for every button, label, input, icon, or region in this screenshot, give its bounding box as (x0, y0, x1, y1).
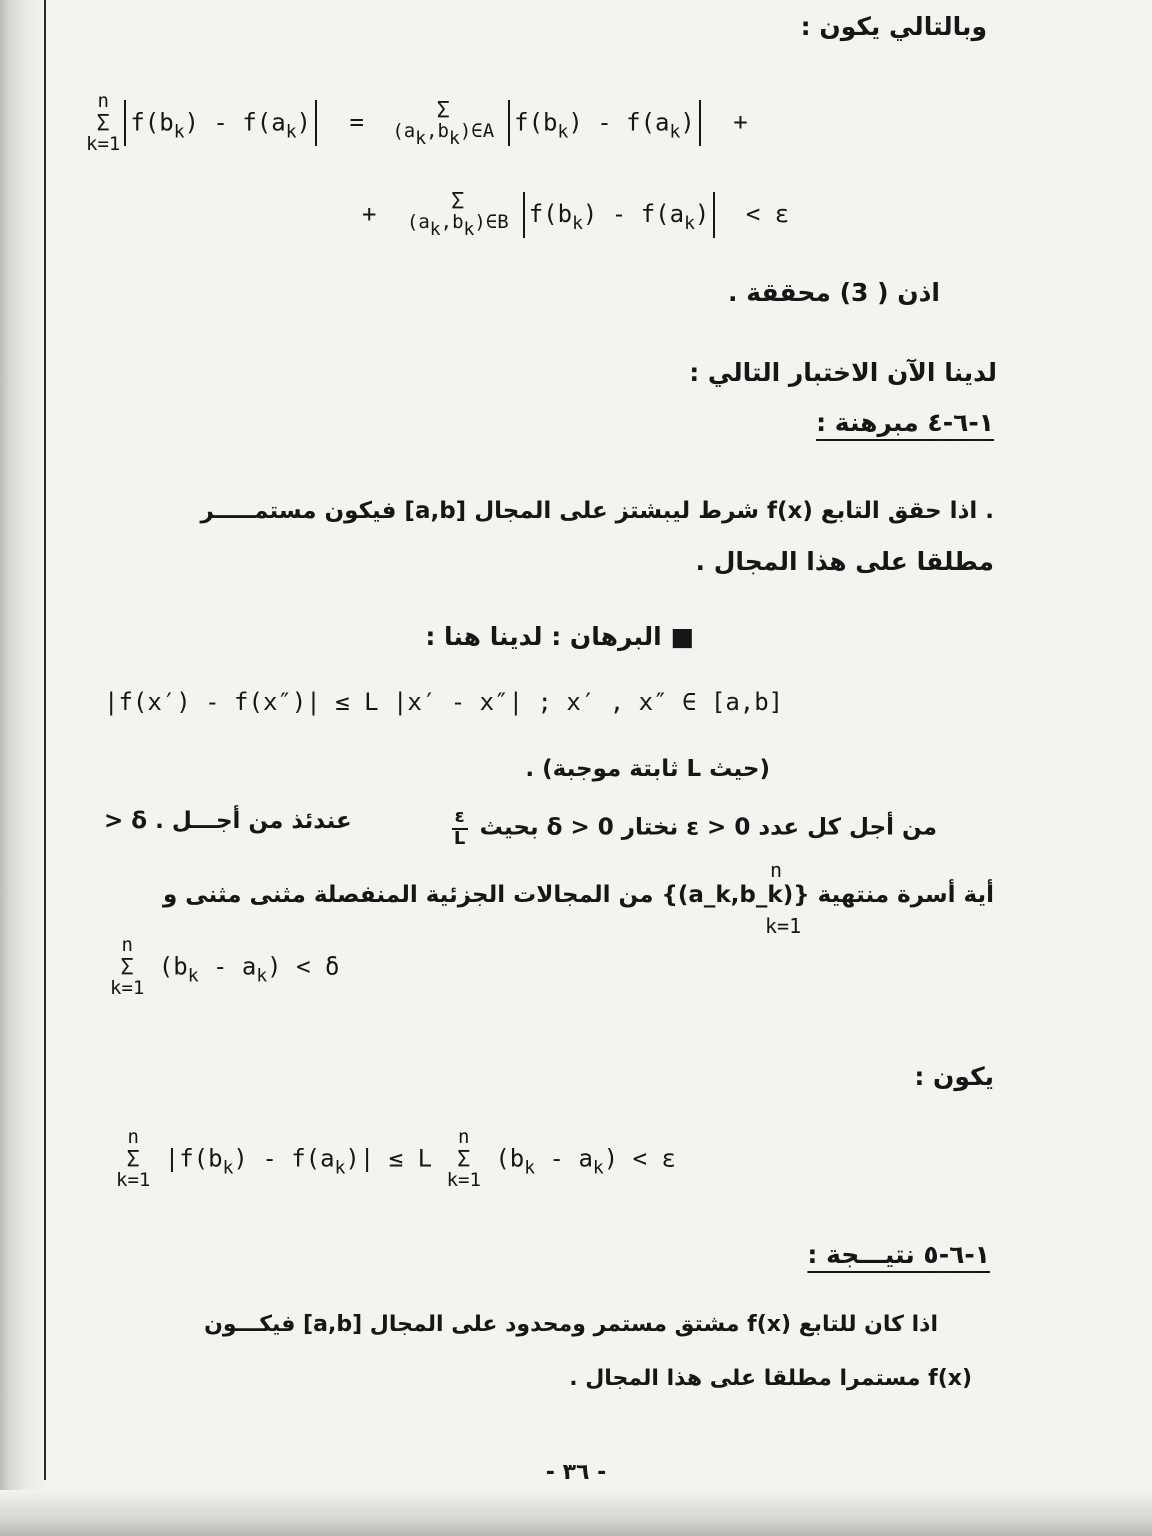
sum-symbol: n Σ k=1 (86, 90, 121, 156)
epsilon-over-L: $\frac{\varepsilon}{L}$ (452, 808, 468, 848)
proof-heading: ■ البرهان : لدينا هنا : (425, 622, 694, 651)
margin-line (44, 0, 46, 1480)
choose-delta-end: > δ . عندئذ من أجـــل (104, 808, 352, 834)
equation-line-1: n Σ k=1 $f(b_k) - f(a_k)$ = Σ (ak,bk)∈A $f(b_k) - f(a_k)$ + (86, 90, 748, 156)
page-bottom-edge (0, 1490, 1152, 1536)
sum-delta: n Σ k=1 $(b_k - a_k) < \delta$ (110, 934, 340, 1000)
theorem-text-2: مطلقا على هذا المجال . (695, 547, 994, 576)
result-text-1: اذا كان للتابع f(x) مشتق مستمر ومحدود على المجال [a,b] فيكـــون (204, 1312, 938, 1337)
family-limit-bottom: k=1 (765, 914, 802, 938)
intro-line: وبالتالي يكون : (800, 12, 987, 41)
page-number: - ٣٦ - (545, 1460, 607, 1485)
family-limit-top: n (770, 858, 783, 882)
sum-over-A: Σ (ak,bk)∈A (392, 97, 495, 149)
sum-over-B: Σ (ak,bk)∈B (406, 189, 509, 241)
result-text-2: f(x) مستمرا مطلقا على هذا المجال . (569, 1366, 972, 1391)
verified-line: اذن ( 3) محققة . (728, 278, 940, 307)
result-heading: ١-٦-٥ نتيـــجة : (807, 1240, 990, 1269)
theorem-text-1: . اذا حقق التابع f(x) شرط ليبشتز على المجال [a,b] فيكون مستمـــــر (200, 498, 994, 524)
family-text: أية أسرة منتهية {(a_k,b_k)} من المجالات الجزئية المنفصلة مثنى مثنى و (162, 882, 994, 908)
we-now-have: لدينا الآن الاختبار التالي : (689, 358, 997, 387)
theorem-heading: ١-٦-٤ مبرهنة : (816, 408, 994, 437)
choose-delta: من أجل كل عدد ε > 0 نختار δ > 0 بحيث $\frac{\varepsilon}{L}$ (448, 808, 937, 848)
is-line: يكون : (914, 1062, 994, 1091)
lipschitz-formula: |f(x′) - f(x″)| ≤ L |x′ - x″| ; x′ , x″ ∈ [a,b] (104, 688, 784, 716)
final-inequality: n Σ k=1 $|f(b_k) - f(a_k)| \le L$ n Σ k=1 $(b_k - a_k) < \varepsilon$ (116, 1126, 676, 1192)
page-binding-edge (0, 0, 48, 1536)
equation-line-2: + Σ (ak,bk)∈B $f(b_k) - f(a_k) < \varepsilon$ (362, 189, 790, 241)
where-L: (حيث L ثابتة موجبة) . (525, 756, 770, 782)
